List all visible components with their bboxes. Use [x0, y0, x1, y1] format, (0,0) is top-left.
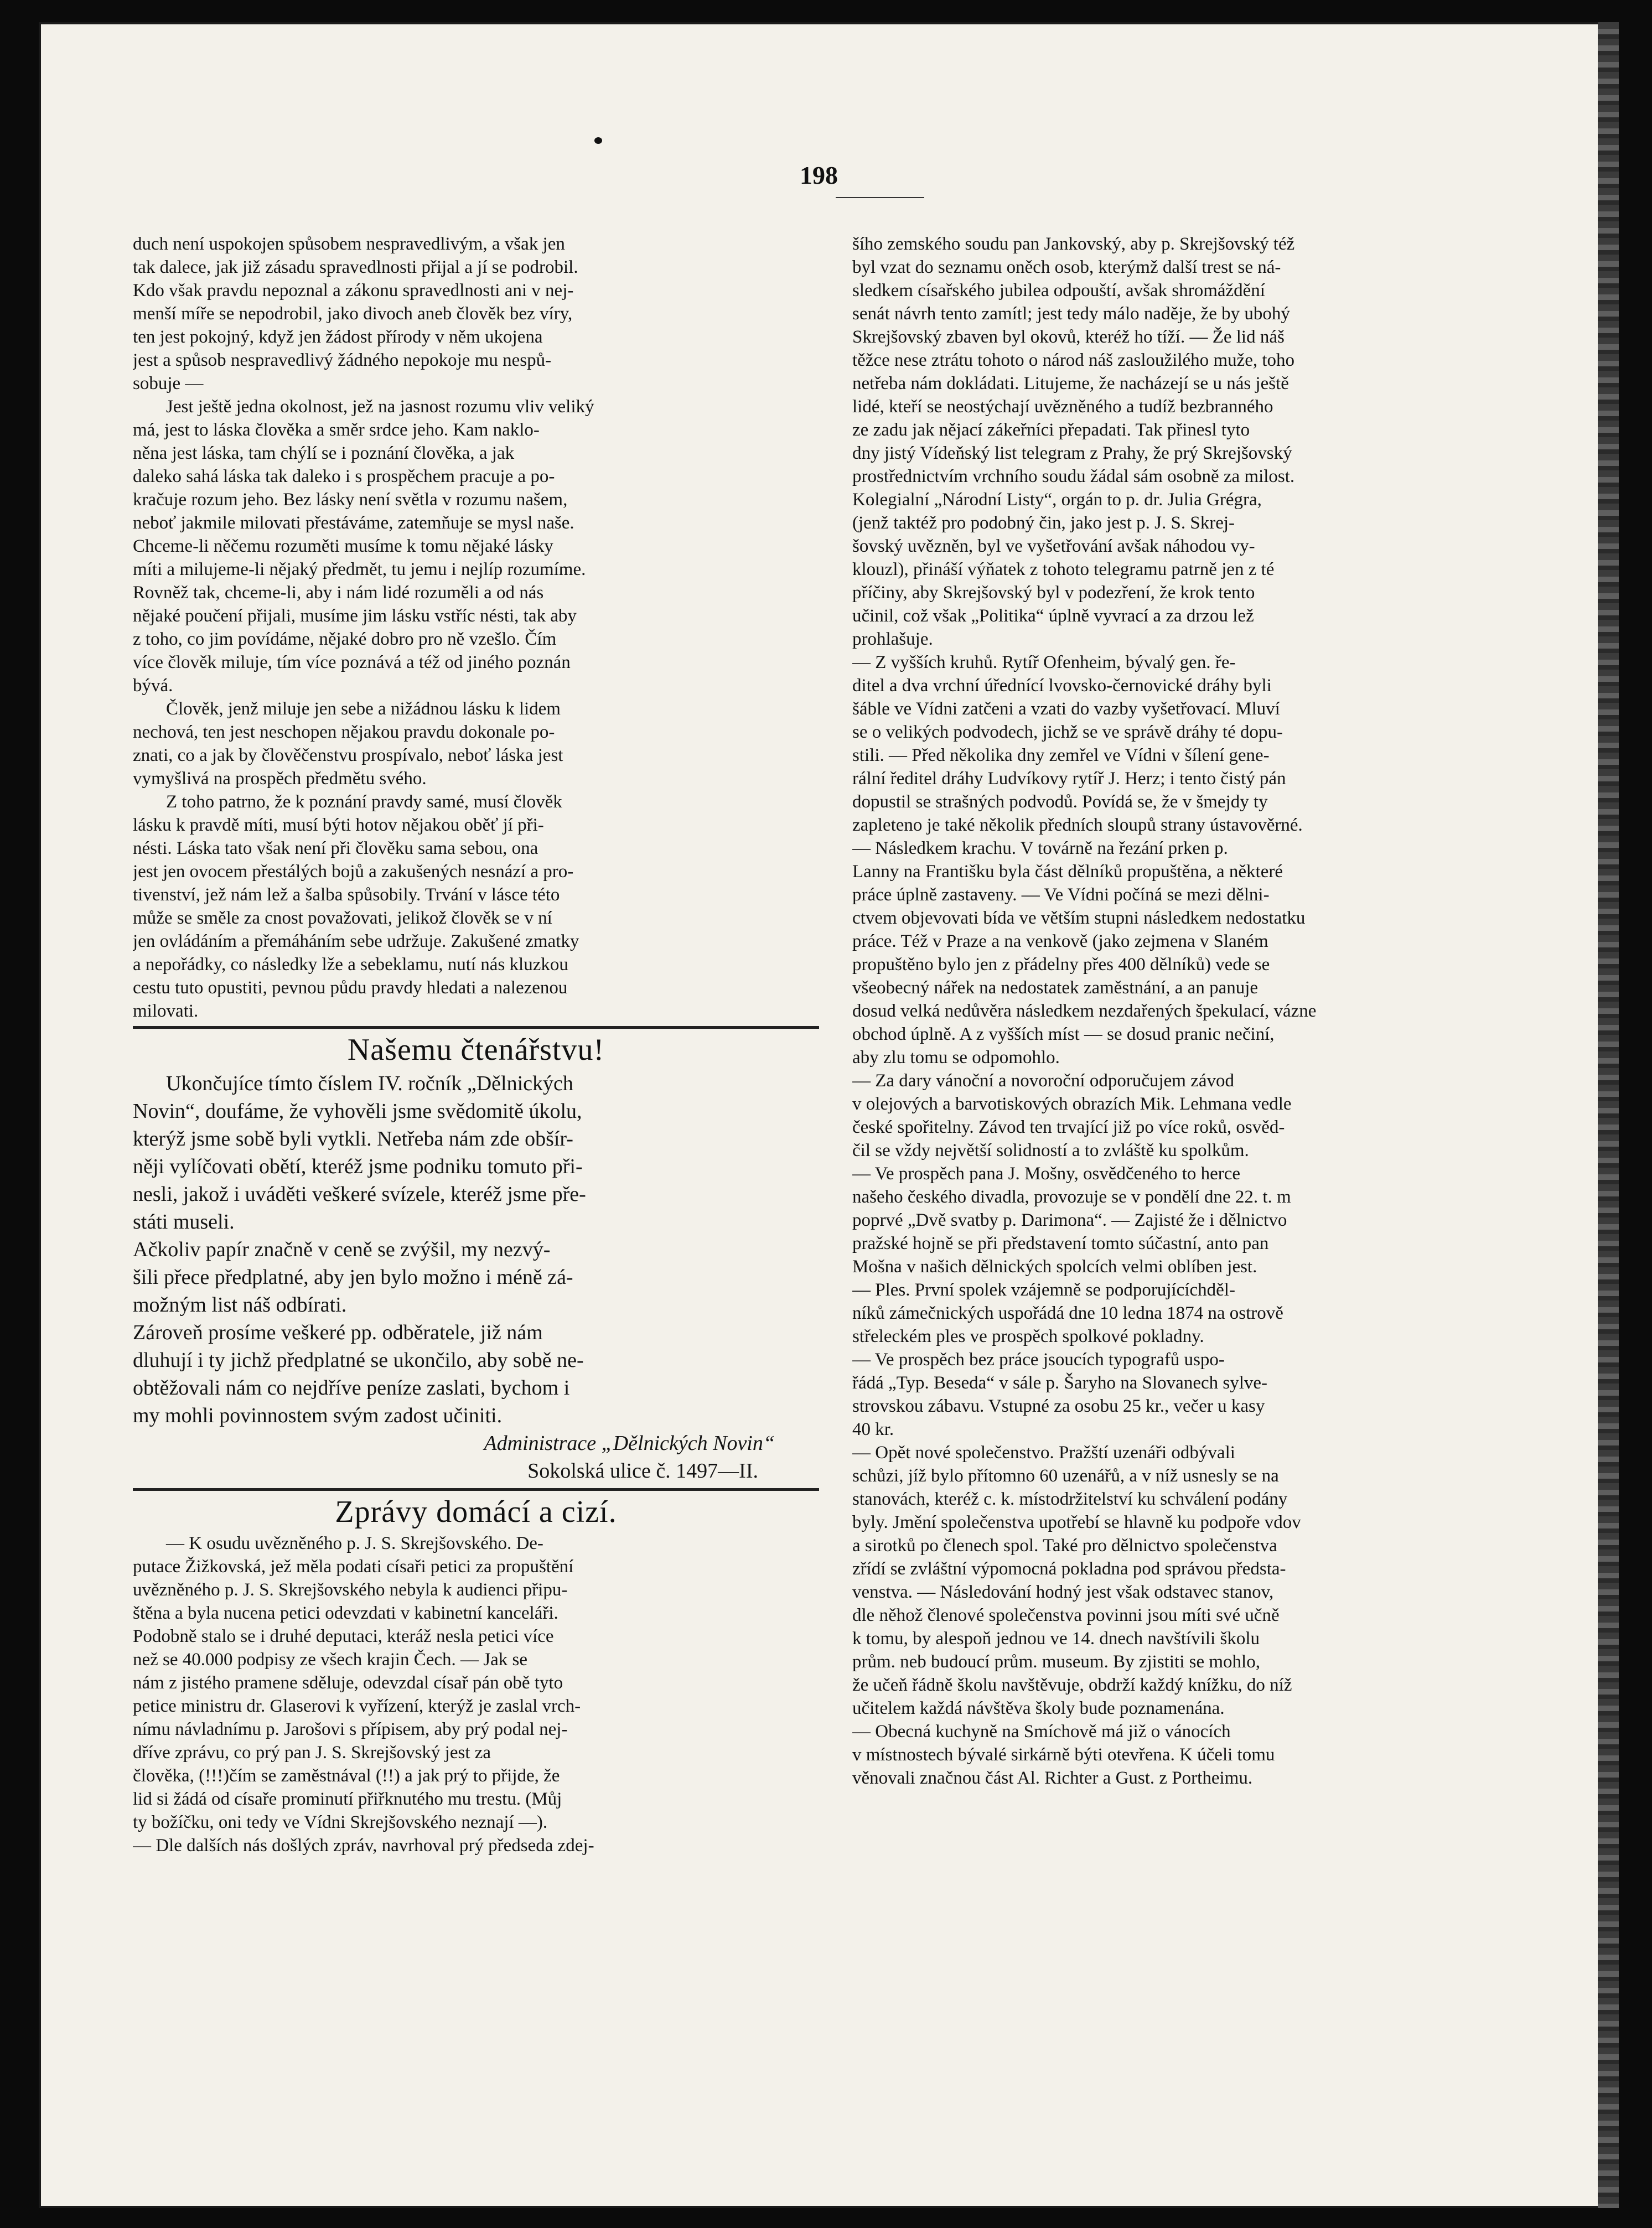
text-line: dopustil se strašných podvodů. Povídá se, že v šmejdy ty	[852, 792, 1268, 812]
text-line: — Ples. První spolek vzájemně se podporujícíchděl-	[852, 1280, 1235, 1300]
text-line: nechová, ten jest neschopen nějakou pravdu dokonale po-	[133, 722, 555, 742]
text-line: — Dle dalších nás došlých zpráv, navrhoval prý předseda zdej-	[133, 1836, 594, 1856]
text-line: a nepořádky, co následky lže a sebeklamu, nutí nás kluzkou	[133, 955, 568, 975]
text-line: vymyšlivá na prospěch předmětu svého.	[133, 769, 427, 789]
text-line: něna jest láska, tam chýlí se i poznání člověka, a jak	[133, 443, 515, 463]
text-line: státi museli.	[133, 1210, 235, 1234]
text-line: zapleteno je také několik předních sloupů strany ústavověrné.	[852, 815, 1303, 835]
text-line: petice ministru dr. Glaserovi k vyřízení, kterýž je zaslal vrch-	[133, 1696, 581, 1716]
text-line: Rovněž tak, chceme-li, aby i nám lidé rozuměli a od nás	[133, 583, 544, 603]
notice-heading: Našemu čtenářstvu!	[347, 1033, 605, 1067]
text-line: poprvé „Dvě svatby p. Darimona“. — Zajisté že i dělnictvo	[852, 1210, 1287, 1230]
text-line: propuštěno bylo jen z přádelny přes 400 dělníků) vede se	[852, 955, 1270, 975]
paragraph-4	[133, 790, 819, 1023]
text-line: Lanny na Františku byla část dělníků propuštěna, a některé	[852, 862, 1283, 882]
text-line: příčiny, aby Skrejšovský byl v podezření, že krok tento	[852, 583, 1255, 603]
text-line: více člověk miluje, tím více poznává a též od jiného poznán	[133, 652, 571, 672]
text-line: nímu návladnímu p. Jarošovi s přípisem, aby prý podal nej-	[133, 1719, 568, 1739]
text-line: — K osudu uvězněného p. J. S. Skrejšovského. De-	[166, 1533, 543, 1553]
text-line: schůzi, jíž bylo přítomno 60 uzenářů, a v níž usnesly se na	[852, 1466, 1279, 1486]
text-line: 40 kr.	[852, 1419, 894, 1439]
text-line: v olejových a barvotiskových obrazích Mik. Lehmana vedle	[852, 1094, 1292, 1114]
text-line: lidé, kteří se neostýchají uvězněného a tudíž bezbranného	[852, 397, 1273, 417]
text-line: prům. neb budoucí prům. museum. By zjistiti se mohlo,	[852, 1652, 1260, 1672]
scan-edge	[1598, 22, 1619, 2208]
text-line: práce úplně zastaveny. — Ve Vídni počíná se mezi dělni-	[852, 885, 1270, 905]
left-column	[133, 232, 819, 1857]
text-line: Kolegialní „Národní Listy“, orgán to p. dr. Julia Grégra,	[852, 490, 1262, 510]
text-line: aby zlu tomu se odpomohlo.	[852, 1048, 1060, 1068]
text-line: kračuje rozum jeho. Bez lásky není světla v rozumu našem,	[133, 490, 568, 510]
right-column-text	[852, 232, 1522, 1790]
text-line: Ukončujíce tímto číslem IV. ročník „Dělnických	[166, 1072, 573, 1095]
text-line: Kdo však pravdu nepoznal a zákonu spravedlnosti ani v nej-	[133, 281, 574, 300]
text-line: tivenství, jež nám lež a šalba spůsobily. Trvání v lásce této	[133, 885, 560, 905]
text-line: uvězněného p. J. S. Skrejšovského nebyla k audienci připu-	[133, 1580, 568, 1600]
notice-body	[133, 1070, 819, 1429]
text-line: šího zemského soudu pan Jankovský, aby p. Skrejšovský též	[852, 234, 1295, 254]
text-line: Ačkoliv papír značně v ceně se zvýšil, my nezvý-	[133, 1238, 551, 1261]
text-line: ten jest pokojný, když jen žádost přírody v něm ukojena	[133, 327, 543, 347]
text-line: — Obecná kuchyně na Smíchově má již o vánocích	[852, 1722, 1231, 1742]
text-line: Jest ještě jedna okolnost, jež na jasnost rozumu vliv veliký	[166, 397, 594, 417]
text-line: znati, co a jak by člověčenstvu prospívalo, neboť láska jest	[133, 745, 563, 765]
text-line: nésti. Láska tato však není při člověku sama sebou, ona	[133, 838, 538, 858]
text-line: možným list náš odbírati.	[133, 1293, 347, 1317]
page-number-rule	[836, 197, 924, 198]
text-line: strovskou zábavu. Vstupné za osobu 25 kr., večer u kasy	[852, 1396, 1265, 1416]
text-line: byly. Jmění společenstva upotřebí se hlavně ku podpoře vdov	[852, 1512, 1301, 1532]
text-line: obchod úplně. A z vyšších míst — se dosud pranic nečiní,	[852, 1024, 1275, 1044]
text-line: ctvem objevovati bída ve větším stupni následkem nedostatku	[852, 908, 1306, 928]
text-line: jest jen ovocem přestálých bojů a zakušených nesnází a pro-	[133, 862, 574, 882]
text-line: šáble ve Vídni zatčeni a vzati do vazby vyšetřovací. Mluví	[852, 699, 1280, 719]
page-number: 198	[800, 161, 838, 189]
newspaper-page	[39, 22, 1619, 2208]
text-line: — Ve prospěch bez práce jsoucích typografů uspo-	[852, 1350, 1225, 1370]
text-line: štěna a byla nucena petici odevzdati v kabinetní kanceláři.	[133, 1603, 558, 1623]
text-line: — Opět nové společenstvo. Pražští uzenáři odbývali	[852, 1443, 1235, 1463]
text-line: Zároveň prosíme veškeré pp. odběratele, již nám	[133, 1321, 543, 1344]
text-line: milovati.	[133, 1001, 199, 1021]
text-line: cestu tuto opustiti, pevnou půdu pravdy hledati a nalezenou	[133, 978, 568, 998]
text-line: stili. — Před několika dny zemřel ve Vídni v šílení gene-	[852, 745, 1270, 765]
text-line: senát návrh tento zamítl; jest tedy málo naděje, že by ubohý	[852, 304, 1290, 324]
text-line: ditel a dva vrchní úřednící lvovsko-černovické dráhy byli	[852, 676, 1272, 696]
text-line: Skrejšovský zbaven byl okovů, kteréž ho tíží. — Že lid náš	[852, 327, 1285, 347]
text-line: že učeň řádně školu navštěvuje, obdrží každý knížku, do níž	[852, 1675, 1292, 1695]
text-line: duch není uspokojen spůsobem nespravedlivým, a však jen	[133, 234, 565, 254]
text-line: něji vylíčovati obětí, kteréž jsme podniku tomuto při-	[133, 1155, 583, 1178]
text-line: člověka, (!!!)čím se zaměstnával (!!) a jak prý to přijde, že	[133, 1766, 560, 1786]
text-line: nesli, jakož i uváděti veškeré svízele, kteréž jsme pře-	[133, 1183, 586, 1206]
section-rule	[133, 1488, 819, 1491]
text-line: řádá „Typ. Beseda“ v sále p. Šaryho na Slovanech sylve-	[852, 1373, 1268, 1393]
text-line: tak dalece, jak již zásadu spravedlnosti přijal a jí se podrobil.	[133, 257, 578, 277]
text-line: — Následkem krachu. V továrně na řezání prken p.	[852, 838, 1228, 858]
paragraph-2	[133, 395, 819, 697]
text-line: všeobecný nářek na nedostatek zaměstnání, a an panuje	[852, 978, 1259, 998]
notice-signature: Administrace „Dělnických Novin“	[484, 1432, 775, 1455]
text-line: klouzl), přináší výňatek z tohoto telegramu patrně jen z té	[852, 559, 1275, 579]
text-line: Novin“, doufáme, že vyhověli jsme svědomitě úkolu,	[133, 1100, 582, 1123]
text-line: má, jest to láska člověka a směr srdce jeho. Kam naklo-	[133, 420, 540, 440]
news-body	[133, 1532, 819, 1857]
text-line: české spořitelny. Závod ten trvající již po více roků, osvěd-	[852, 1117, 1285, 1137]
text-line: šili přece předplatné, aby jen bylo možno i méně zá-	[133, 1266, 573, 1289]
text-line: dluhují i ty jichž předplatné se ukončilo, aby sobě ne-	[133, 1349, 584, 1372]
text-line: čil se vždy největší solidností a to zvláště ku spolkům.	[852, 1141, 1249, 1160]
text-line: a sirotků po členech spol. Také pro dělnictvo společenstva	[852, 1536, 1277, 1556]
text-line: Chceme-li něčemu rozuměti musíme k tomu nějaké lásky	[133, 536, 553, 556]
text-line: se o velikých podvodech, jichž se ve správě dráhy té dopu-	[852, 722, 1283, 742]
text-line: k tomu, by alespoň jednou ve 14. dnech navštívili školu	[852, 1629, 1260, 1649]
section-rule	[133, 1026, 819, 1029]
text-line: sobuje —	[133, 374, 204, 393]
paragraph-3	[133, 697, 819, 790]
text-line: dle něhož členové společenstva povinni jsou míti své učně	[852, 1605, 1280, 1625]
text-line: učitelem každá návštěva školy bude poznamenána.	[852, 1698, 1225, 1718]
text-line: obtěžovali nám co nejdříve peníze zaslati, bychom i	[133, 1376, 570, 1400]
text-line: práce. Též v Praze a na venkově (jako zejmena v Slaném	[852, 931, 1268, 951]
text-line: věnovali značnou část Al. Richter a Gust. z Portheimu.	[852, 1768, 1253, 1788]
text-line: netřeba nám dokládati. Litujeme, že nacházejí se u nás ještě	[852, 374, 1289, 393]
text-line: Z toho patrno, že k poznání pravdy samé, musí člověk	[166, 792, 562, 812]
text-line: našeho českého divadla, provozuje se v pondělí dne 22. t. m	[852, 1187, 1291, 1207]
text-line: Podobně stalo se i druhé deputaci, kteráž nesla petici více	[133, 1626, 554, 1646]
text-line: šovský uvězněn, byl ve vyšetřování avšak náhodou vy-	[852, 536, 1255, 556]
text-line: Mošna v našich dělnických spolcích velmi oblíben jest.	[852, 1257, 1257, 1277]
text-line: prohlašuje.	[852, 629, 933, 649]
text-line: kterýž jsme sobě byli vytkli. Netřeba nám zde obšír-	[133, 1127, 573, 1151]
text-line: jest a spůsob nespravedlivý žádného nepokoje mu nespů-	[133, 350, 552, 370]
text-line: putace Žižkovská, jež měla podati císaři petici za propuštění	[133, 1557, 574, 1577]
text-line: prostřednictvím vrchního soudu žádal sám osobně za milost.	[852, 467, 1295, 486]
text-line: dříve zprávu, co prý pan J. S. Skrejšovský jest za	[133, 1743, 491, 1763]
text-line: — Za dary vánoční a novoroční odporučujem závod	[852, 1071, 1235, 1091]
text-line: ty božíčku, oni tedy ve Vídni Skrejšovského neznají —).	[133, 1812, 548, 1832]
text-line: menší míře se nepodrobil, jako divoch aneb člověk bez víry,	[133, 304, 573, 324]
text-line: rální ředitel dráhy Ludvíkovy rytíř J. Herz; i tento čistý pán	[852, 769, 1286, 789]
news-heading: Zprávy domácí a cizí.	[335, 1495, 617, 1529]
text-line: my mohli povinnostem svým zadost učiniti.	[133, 1404, 503, 1427]
text-line: daleko sahá láska tak daleko i s prospěchem pracuje a po-	[133, 467, 555, 486]
text-line: — Z vyšších kruhů. Rytíř Ofenheim, bývalý gen. ře-	[852, 652, 1236, 672]
text-line: jen ovládáním a přemáháním sebe udržuje. Zakušené zmatky	[133, 931, 579, 951]
text-line: byl vzat do seznamu oněch osob, kterýmž další trest se ná-	[852, 257, 1281, 277]
text-line: ze zadu jak nějací zákeřníci přepadati. Tak přinesl tyto	[852, 420, 1250, 440]
paragraph-1	[133, 232, 819, 395]
text-line: bývá.	[133, 676, 173, 696]
text-line: než se 40.000 podpisy ze všech krajin Čech. — Jak se	[133, 1650, 527, 1670]
ink-speck	[594, 137, 602, 144]
text-line: stanovách, kteréž c. k. místodržitelství ku schválení podány	[852, 1489, 1288, 1509]
text-line: lásku k pravdě míti, musí býti hotov nějakou oběť jí při-	[133, 815, 544, 835]
text-line: (jenž taktéž pro podobný čin, jako jest p. J. S. Skrej-	[852, 513, 1235, 533]
text-line: střeleckém ples ve prospěch spolkové pokladny.	[852, 1327, 1204, 1346]
text-line: neboť jakmile milovati přestáváme, zatemňuje se mysl naše.	[133, 513, 574, 533]
text-line: z toho, co jim povídáme, nějaké dobro pro ně vzešlo. Čím	[133, 629, 557, 649]
text-line: nějaké poučení přijali, musíme jim lásku vstříc nésti, tak aby	[133, 606, 577, 626]
text-line: zřídí se zvláštní výpomocná pokladna pod správou předsta-	[852, 1559, 1286, 1579]
notice-address: Sokolská ulice č. 1497—II.	[527, 1459, 758, 1483]
text-line: Člověk, jenž miluje jen sebe a nižádnou lásku k lidem	[166, 699, 561, 719]
text-line: v místnostech bývalé sirkárně býti otevřena. K účeli tomu	[852, 1745, 1275, 1765]
text-line: dny jistý Vídeňský list telegram z Prahy, že prý Skrejšovský	[852, 443, 1292, 463]
text-line: lid si žádá od císaře prominutí přiřknutého mu trestu. (Můj	[133, 1789, 562, 1809]
text-line: níků zámečnických uspořádá dne 10 ledna 1874 na ostrově	[852, 1303, 1283, 1323]
text-line: pražské hojně se při představení tomto súčastní, anto pan	[852, 1234, 1269, 1253]
text-line: učinil, což však „Politika“ úplně vyvrací a za drzou lež	[852, 606, 1254, 626]
text-line: — Ve prospěch pana J. Mošny, osvědčeného to herce	[852, 1164, 1241, 1184]
text-line: sledkem císařského jubilea odpouští, avšak shromáždění	[852, 281, 1265, 300]
text-line: nám z jistého pramene sděluje, odevzdal císař pán obě tyto	[133, 1673, 563, 1693]
text-line: venstva. — Následování hodný jest však odstavec stanov,	[852, 1582, 1274, 1602]
text-line: může se směle za cnost považovati, jelikož člověk se v ní	[133, 908, 552, 928]
text-line: míti a milujeme-li nějaký předmět, tu jemu i nejlíp rozumíme.	[133, 559, 586, 579]
text-line: dosud velká nedůvěra následkem nezdařených špekulací, vázne	[852, 1001, 1317, 1021]
right-column	[852, 232, 1522, 1790]
text-line: těžce nese ztrátu tohoto o národ náš zasloužilého muže, toho	[852, 350, 1295, 370]
